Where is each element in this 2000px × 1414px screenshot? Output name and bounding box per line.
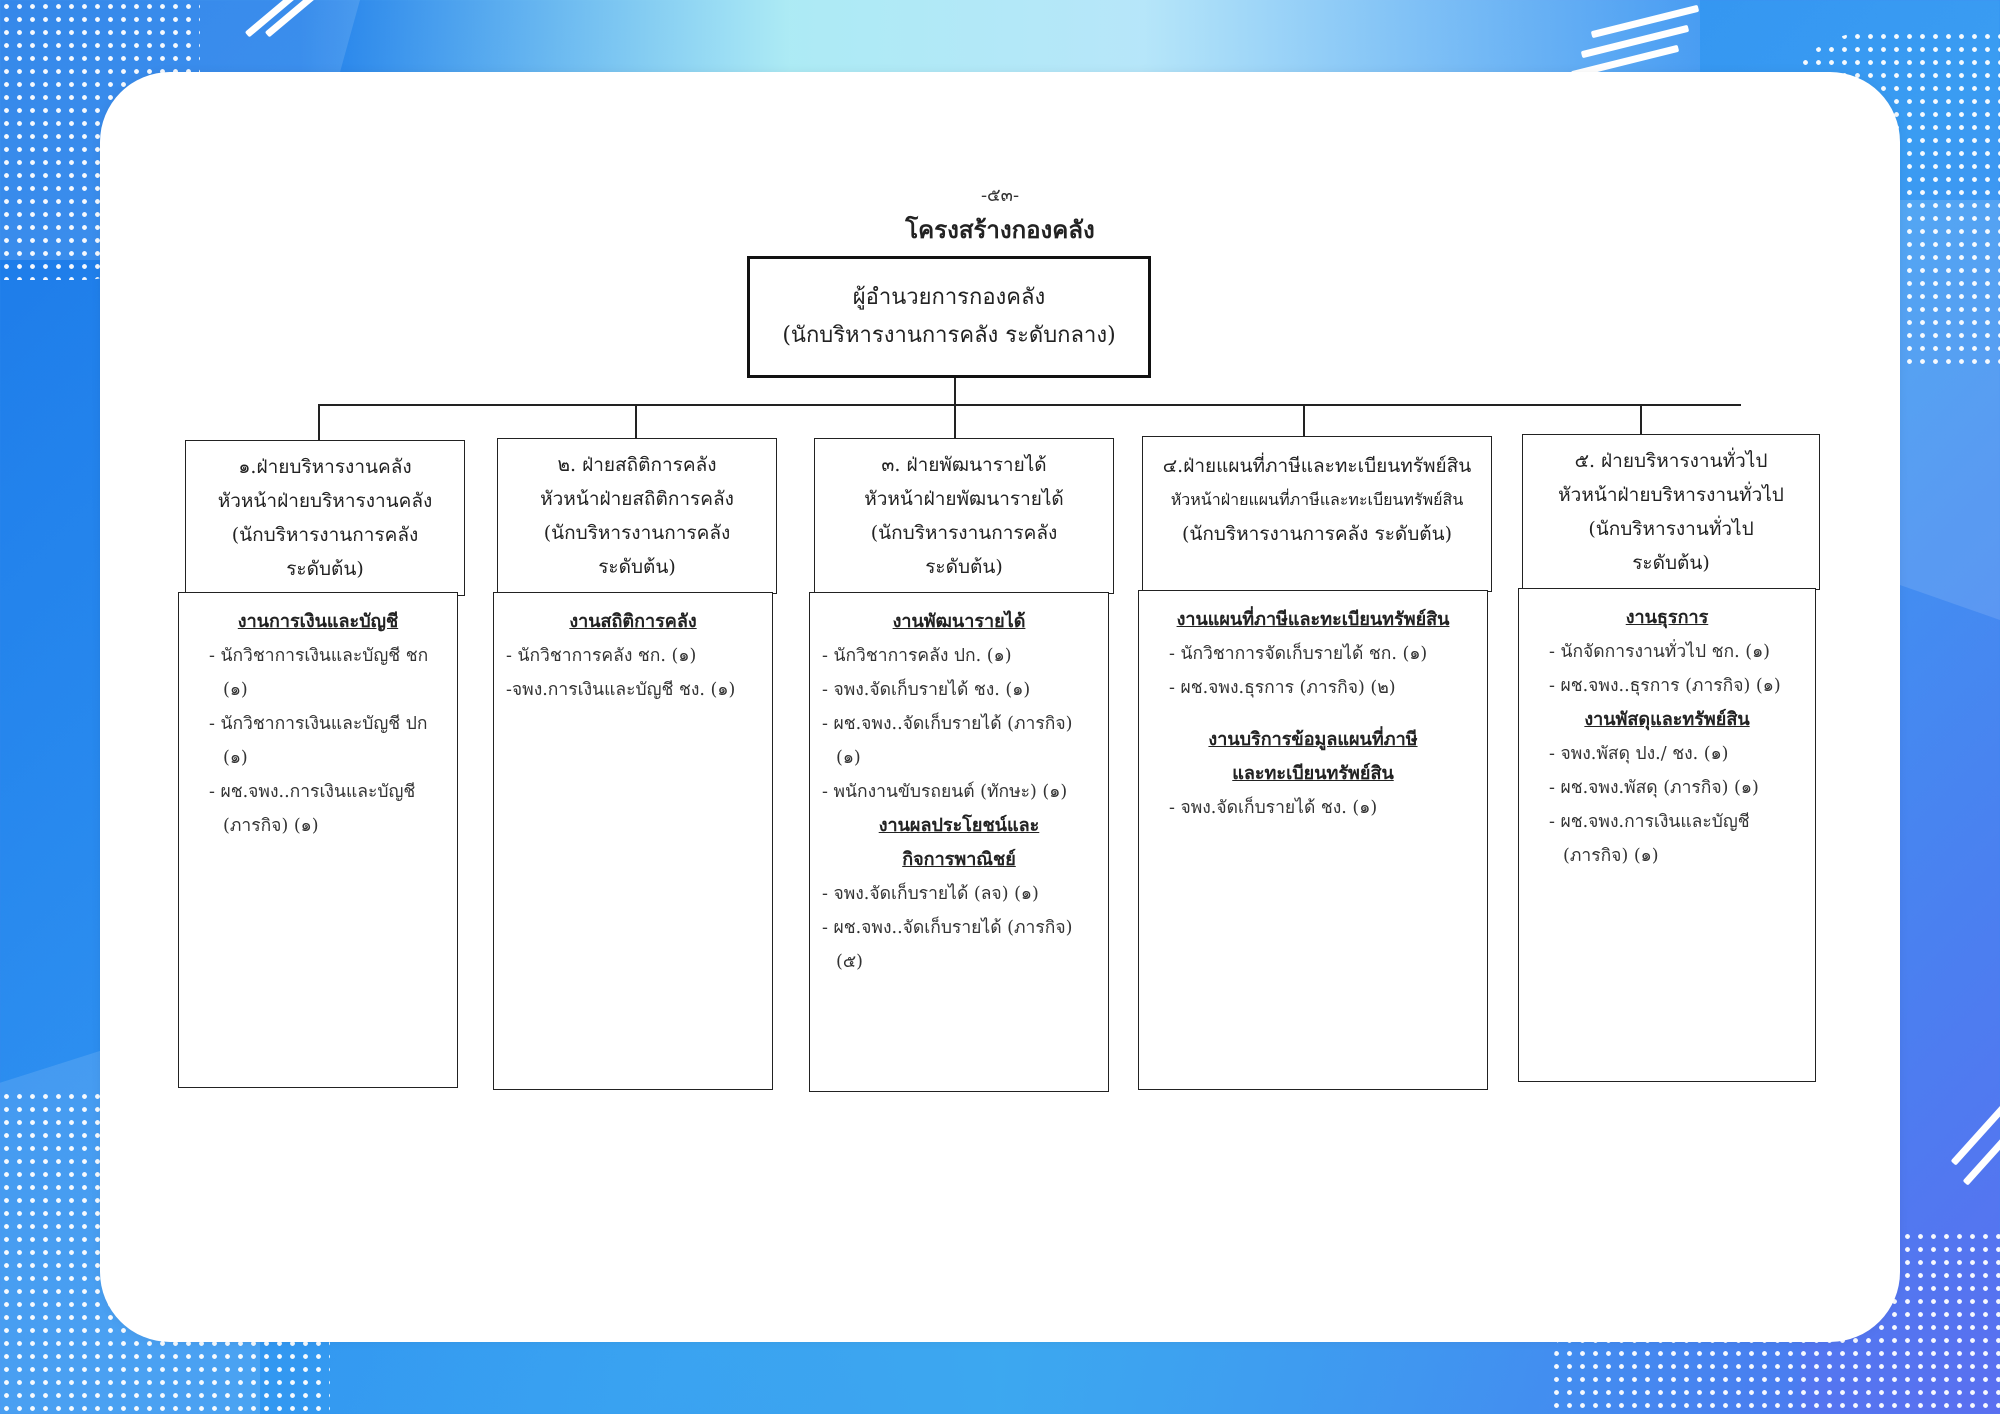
- connector-horizontal: [318, 404, 1741, 406]
- staff-item: - ผช.จพง..จัดเก็บรายได้ (ภารกิจ) (๑): [822, 714, 1073, 768]
- department-name: ๑.ฝ่ายบริหารงานคลัง: [238, 456, 412, 478]
- document-card: [100, 72, 1900, 1342]
- staff-item: - พนักงานขับรถยนต์ (ทักษะ) (๑): [822, 782, 1068, 802]
- director-rank: (นักบริหารงานการคลัง ระดับกลาง): [782, 323, 1116, 348]
- department-head-title: หัวหน้าฝ่ายพัฒนารายได้: [864, 488, 1064, 510]
- department-head-title: หัวหน้าฝ่ายแผนที่ภาษีและทะเบียนทรัพย์สิน: [1170, 490, 1464, 509]
- department-head-rank: (นักบริหารงานการคลัง ระดับต้น): [1181, 523, 1453, 545]
- section-title: งานบริการข้อมูลแผนที่ภาษีและทะเบียนทรัพย์สิน: [1208, 729, 1418, 784]
- department-head-5: [1522, 434, 1820, 590]
- director-title: ผู้อำนวยการกองคลัง: [852, 285, 1046, 310]
- staff-item: - จพง.พัสดุ ปง./ ชง. (๑): [1549, 744, 1729, 764]
- director-box: [747, 256, 1151, 378]
- stripe-decoration: [240, 0, 320, 40]
- staff-item: - นักวิชาการจัดเก็บรายได้ ชก. (๑): [1169, 644, 1428, 664]
- section-title: งานแผนที่ภาษีและทะเบียนทรัพย์สิน: [1176, 609, 1450, 630]
- stripe-decoration: [1940, 1090, 2000, 1190]
- department-head-level: ระดับต้น): [925, 556, 1003, 578]
- staff-item: - จพง.จัดเก็บรายได้ ชง. (๑): [822, 680, 1031, 700]
- department-staff-2: [493, 592, 773, 1090]
- department-head-title: หัวหน้าฝ่ายบริหารงานคลัง: [217, 490, 433, 512]
- department-name: ๕. ฝ่ายบริหารงานทั่วไป: [1574, 450, 1768, 472]
- staff-item: - ผช.จพง.ธุรการ (ภารกิจ) (๒): [1169, 678, 1396, 698]
- department-name: ๓. ฝ่ายพัฒนารายได้: [881, 454, 1047, 476]
- staff-item: -จพง.การเงินและบัญชี ชง. (๑): [506, 680, 736, 700]
- department-head-level: ระดับต้น): [286, 558, 364, 580]
- staff-item: - นักวิชาการเงินและบัญชี ชก (๑): [209, 646, 429, 700]
- staff-item: - ผช.จพง..จัดเก็บรายได้ (ภารกิจ) (๕): [822, 918, 1073, 972]
- staff-item: - ผช.จพง.พัสดุ (ภารกิจ) (๑): [1549, 778, 1759, 798]
- department-head-title: หัวหน้าฝ่ายสถิติการคลัง: [540, 488, 734, 510]
- stripe-decoration: [1570, 10, 1710, 70]
- connector-drop: [1640, 404, 1642, 434]
- connector-drop: [1303, 404, 1305, 436]
- department-head-rank: (นักบริหารงานการคลัง: [231, 524, 419, 546]
- department-head-rank: (นักบริหารงานการคลัง: [543, 522, 731, 544]
- department-head-1: [185, 440, 465, 596]
- department-staff-5: [1518, 588, 1816, 1082]
- connector-drop: [635, 404, 637, 438]
- department-head-rank: (นักบริหารงานการคลัง: [870, 522, 1058, 544]
- staff-item: - นักจัดการงานทั่วไป ชก. (๑): [1549, 642, 1771, 662]
- department-name: ๒. ฝ่ายสถิติการคลัง: [557, 454, 717, 476]
- section-title: งานการเงินและบัญชี: [237, 611, 399, 632]
- department-head-3: [814, 438, 1114, 594]
- department-staff-1: [178, 592, 458, 1088]
- staff-item: - ผช.จพง..ธุรการ (ภารกิจ) (๑): [1549, 676, 1781, 696]
- staff-item: - จพง.จัดเก็บรายได้ ชง. (๑): [1169, 798, 1378, 818]
- department-head-title: หัวหน้าฝ่ายบริหารงานทั่วไป: [1558, 484, 1784, 506]
- staff-item: - นักวิชาการคลัง ปก. (๑): [822, 646, 1012, 666]
- section-title: งานธุรการ: [1625, 607, 1709, 628]
- department-head-level: ระดับต้น): [598, 556, 676, 578]
- department-head-2: [497, 438, 777, 594]
- department-head-4: [1142, 436, 1492, 592]
- department-head-level: ระดับต้น): [1632, 552, 1710, 574]
- section-title: งานพัสดุและทรัพย์สิน: [1584, 709, 1750, 730]
- connector-drop: [318, 404, 320, 440]
- department-staff-3: [809, 592, 1109, 1092]
- staff-item: - นักวิชาการคลัง ชก. (๑): [506, 646, 697, 666]
- staff-item: - จพง.จัดเก็บรายได้ (ลจ) (๑): [822, 884, 1039, 904]
- section-title: งานพัฒนารายได้: [892, 611, 1026, 632]
- staff-item: - ผช.จพง..การเงินและบัญชี (ภารกิจ) (๑): [209, 782, 416, 836]
- page-number: -๕๓-: [980, 185, 1020, 206]
- department-head-rank: (นักบริหารงานทั่วไป: [1588, 518, 1754, 540]
- staff-item: - ผช.จพง.การเงินและบัญชี (ภารกิจ) (๑): [1549, 812, 1750, 866]
- section-title: งานสถิติการคลัง: [569, 611, 697, 632]
- org-chart-document: [100, 72, 1900, 1342]
- page-title: โครงสร้างกองคลัง: [905, 215, 1095, 244]
- staff-item: - นักวิชาการเงินและบัญชี ปก (๑): [209, 714, 428, 768]
- department-staff-4: [1138, 590, 1488, 1090]
- section-title: งานผลประโยชน์และกิจการพาณิชย์: [878, 815, 1040, 870]
- department-name: ๔.ฝ่ายแผนที่ภาษีและทะเบียนทรัพย์สิน: [1162, 455, 1472, 477]
